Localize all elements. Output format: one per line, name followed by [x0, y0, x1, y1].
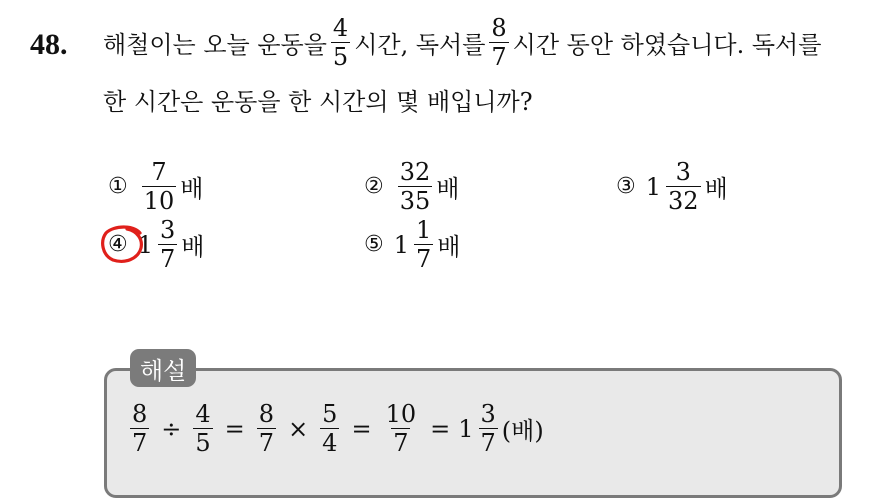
- question-text-a: 해철이는 오늘 운동을: [103, 31, 327, 59]
- question-text-b: 시간, 독서를: [354, 31, 486, 59]
- fraction-eight-sevenths: [489, 16, 508, 69]
- fraction-numerator: 1: [416, 216, 432, 244]
- option-unit: 배: [704, 175, 728, 203]
- fraction-four-fifths: [331, 16, 350, 69]
- fraction-four-fifths: [193, 402, 212, 455]
- fraction-numerator: 10: [385, 400, 417, 428]
- option-fraction: [414, 218, 433, 271]
- option-3[interactable]: [616, 160, 728, 213]
- fraction-denominator: 7: [480, 429, 496, 457]
- fraction-numerator: 32: [399, 158, 431, 186]
- option-5[interactable]: [364, 218, 460, 271]
- question-line-1: [103, 16, 821, 69]
- fraction-numerator: 4: [195, 400, 211, 428]
- fraction-denominator: 7: [491, 43, 507, 71]
- fraction-eight-sevenths: [257, 402, 276, 455]
- fraction-numerator: 3: [675, 158, 691, 186]
- fraction-denominator: 7: [393, 429, 409, 457]
- option-mark: ⑤: [364, 232, 384, 257]
- option-unit: 배: [436, 175, 460, 203]
- explanation-equation: [126, 402, 544, 455]
- fraction-numerator: 7: [151, 158, 167, 186]
- fraction-numerator: 3: [480, 400, 496, 428]
- fraction-denominator: 7: [160, 245, 176, 273]
- fraction-denominator: 5: [332, 43, 349, 71]
- option-unit: 배: [181, 233, 205, 261]
- option-mark: ②: [364, 174, 384, 199]
- option-unit: 배: [437, 233, 461, 261]
- fraction-denominator: 10: [143, 187, 175, 215]
- answer-circle-annotation: [100, 224, 146, 264]
- question-text-c: 시간 동안 하였습니다. 독서를: [512, 31, 822, 59]
- option-whole: 1: [393, 230, 410, 259]
- question-line-2: 한 시간은 운동을 한 시간의 몇 배입니까?: [103, 88, 533, 116]
- option-2[interactable]: [364, 160, 459, 213]
- fraction-denominator: 7: [416, 245, 432, 273]
- equals-sign: =: [430, 414, 451, 443]
- multiply-operator: ×: [288, 414, 309, 443]
- fraction-numerator: 8: [132, 400, 148, 428]
- fraction-denominator: 32: [668, 187, 699, 215]
- divide-operator: ÷: [161, 414, 182, 443]
- fraction-numerator: 3: [160, 216, 176, 244]
- fraction-denominator: 7: [258, 429, 275, 457]
- mixed-whole: 1: [458, 414, 474, 443]
- fraction-ten-sevenths: [384, 402, 419, 455]
- fraction-denominator: 35: [399, 187, 431, 215]
- option-fraction: [398, 160, 433, 213]
- fraction-denominator: 4: [322, 429, 338, 457]
- option-fraction: [666, 160, 701, 213]
- option-whole: 1: [137, 230, 154, 259]
- option-mark: ①: [108, 174, 128, 199]
- option-mark: ④: [108, 232, 128, 257]
- explanation-label: 해설: [130, 349, 196, 387]
- equals-sign: =: [351, 414, 372, 443]
- fraction-numerator: 8: [258, 400, 275, 428]
- option-1[interactable]: [108, 160, 203, 213]
- option-unit: 배: [180, 175, 204, 203]
- fraction-three-sevenths: [479, 402, 498, 455]
- fraction-denominator: 5: [195, 429, 211, 457]
- fraction-numerator: 5: [322, 400, 338, 428]
- question-number: 48.: [30, 28, 68, 61]
- fraction-denominator: 7: [132, 429, 148, 457]
- fraction-numerator: 4: [332, 14, 349, 42]
- option-fraction: [158, 218, 177, 271]
- option-mark: ③: [616, 174, 636, 199]
- equals-sign: =: [224, 414, 245, 443]
- fraction-eight-sevenths: [130, 402, 149, 455]
- option-whole: 1: [645, 172, 662, 201]
- answer-unit: (배): [501, 417, 544, 445]
- option-fraction: [142, 160, 177, 213]
- fraction-numerator: 8: [491, 14, 507, 42]
- fraction-five-fourths: [320, 402, 339, 455]
